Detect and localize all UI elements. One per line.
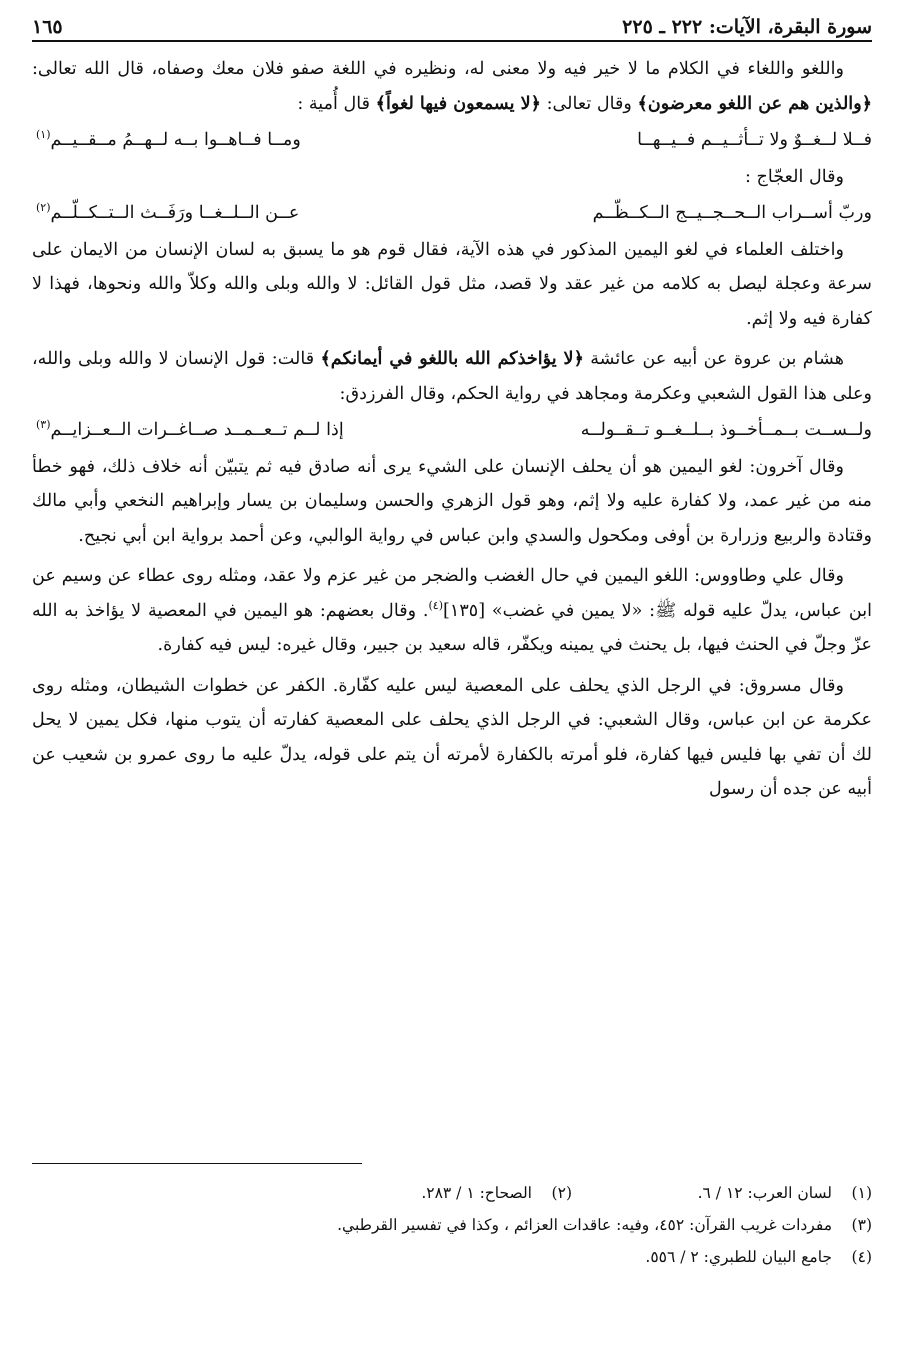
quran-quote: ﴿والذين هم عن اللغو معرضون﴾ [637,92,872,114]
footnote-number: (٢) [551,1184,572,1202]
footnote-ref: (٣) [36,418,51,432]
text-span: . وقال بعضهم: هو اليمين في المعصية لا يؤاخذ به الله عزّ وجلّ في الحنث فيها، بل يحنث في يمينه ويكفّر، قاله سعيد بن جبير، وقال غيره: ليس فيه كفارة. [32,600,872,655]
verse-first-hemistich: وربّ أســراب الــحــجــيــج الــكــظّــم [592,203,872,223]
hemistich-text: ومــا فــاهــوا بــه لــهــمُ مــقــيــم [50,130,301,150]
book-page [32,0,872,1371]
footnote-ref: (٤) [428,598,443,612]
quran-quote: ﴿لا يسمعون فيها لغواً﴾ [375,92,541,114]
paragraph-ikhtilaf: واختلف العلماء في لغو اليمين المذكور في هذه الآية، فقال قوم هو ما يسبق به لسان الإنسان من الايمان على سرعة وعجلة ليصل به كلامه من غير عقد ولا قصد، مثل قول القائل: لا والله وبلى والله وكلاّ والله ونحوها، فهذا لا كفارة فيه ولا إثم. [32,239,872,329]
main-text [32,52,872,807]
footnote-row [32,1209,872,1241]
surah-title: سورة البقرة، الآيات: ٢٢٢ ـ ٢٢٥ [622,16,872,38]
paragraph-lagw [32,52,872,121]
text-span: قال أُمية : [297,93,376,114]
footnote-ref: (١) [36,128,51,142]
footnote-number: (٤) [851,1248,872,1266]
footnote-ref: (٢) [36,201,51,215]
poetry-verse [32,123,872,158]
running-header [32,4,872,38]
paragraph-ajjaj: وقال العجّاج : [745,166,844,187]
footnote-number: (١) [851,1184,872,1202]
paragraph-akharun: وقال آخرون: لغو اليمين هو أن يحلف الإنسان على الشيء يرى أنه صادق فيه ثم يتبيّن أنه خلاف ذلك، فهو خطأ منه من غير عمد، ولا كفارة عليه ولا إثم، وهو قول الزهري والحسن وسليمان بن يسار وإبراهيم النخعي وأبي مالك وقتادة والربيع وزرارة بن أوفى ومكحول والسدي وابن عباس في رواية الوالبي، وعن أحمد برواية ابن أبي نجيح. [32,456,872,546]
footnote-rule [32,1163,362,1164]
poetry-verse [32,196,872,231]
footnote-text: مفردات غريب القرآن: ٤٥٢، وفيه: عاقدات العزائم ، وكذا في تفسير القرطبي. [337,1216,832,1234]
verse-second-hemistich [36,123,301,158]
footnote-text: الصحاح: ١ / ٢٨٣. [421,1184,532,1202]
paragraph-ali [32,559,872,663]
quran-quote: ﴿لا يؤاخذكم الله باللغو في أيمانكم﴾ [320,348,584,369]
footnotes [32,1177,872,1273]
footnote-text: لسان العرب: ١٢ / ٦. [697,1184,832,1202]
text-span: وقال تعالى: [540,93,638,114]
verse-second-hemistich [36,413,344,448]
paragraph-hisham [32,342,872,411]
paragraph-masruq: وقال مسروق: في الرجل الذي يحلف على المعصية ليس عليه كفّارة. الكفر عن خطوات الشيطان، ومثله روى عكرمة عن ابن عباس، وقال الشعبي: في الرجل الذي يحلف على المعصية كفارته أن يتوب منها، فكل يمين لا يحل لك أن تفي بها فليس فيها كفارة، فلو أمرته بالكفارة لأمرته أن يتم على قوله، يدلّ عليه ما روى عمرو بن شعيب عن أبيه عن جده أن رسول [32,675,872,799]
hemistich-text: إذا لــم تــعــمــد صــاغــرات الــعــزايــم [50,420,344,440]
footnote-row [32,1241,872,1273]
footnote-row [32,1177,872,1209]
page-number: ١٦٥ [32,16,63,38]
verse-second-hemistich [36,196,299,231]
text-span: وقال علي وطاووس: اللغو اليمين في حال الغضب والضجر من غير عزم ولا عقد، ومثله روى عطاء عن وسيم عن ابن عباس، يدلّ عليه قوله ﷺ: «لا يمين في غضب» [١٣٥] [32,566,872,621]
verse-first-hemistich: ولــســت بــمــأخــوذ بــلــغــو تــقــولــه [580,420,872,440]
text-span: هشام بن عروة عن أبيه عن عائشة [583,349,844,369]
header-rule [32,40,872,42]
hemistich-text: عــن الــلــغــا ورَفَــث الــتــكــلّــم [50,203,300,223]
text-span: واللغو واللغاء في الكلام ما لا خير فيه ولا معنى له، ونظيره في اللغة صفو فلان معك وصفاه، قال الله تعالى: [32,59,844,79]
footnote-text: جامع البيان للطبري: ٢ / ٥٥٦. [645,1248,832,1266]
verse-first-hemistich: فــلا لــغــوٌ ولا تــأثــيــم فــيــهــا [637,130,872,150]
footnote-number: (٣) [851,1216,872,1234]
poetry-verse [32,413,872,448]
text-span: قالت: قول الإنسان لا والله وبلى والله، وعلى هذا القول الشعبي وعكرمة ومجاهد في رواية الحكم، وقال الفرزدق: [32,349,872,404]
